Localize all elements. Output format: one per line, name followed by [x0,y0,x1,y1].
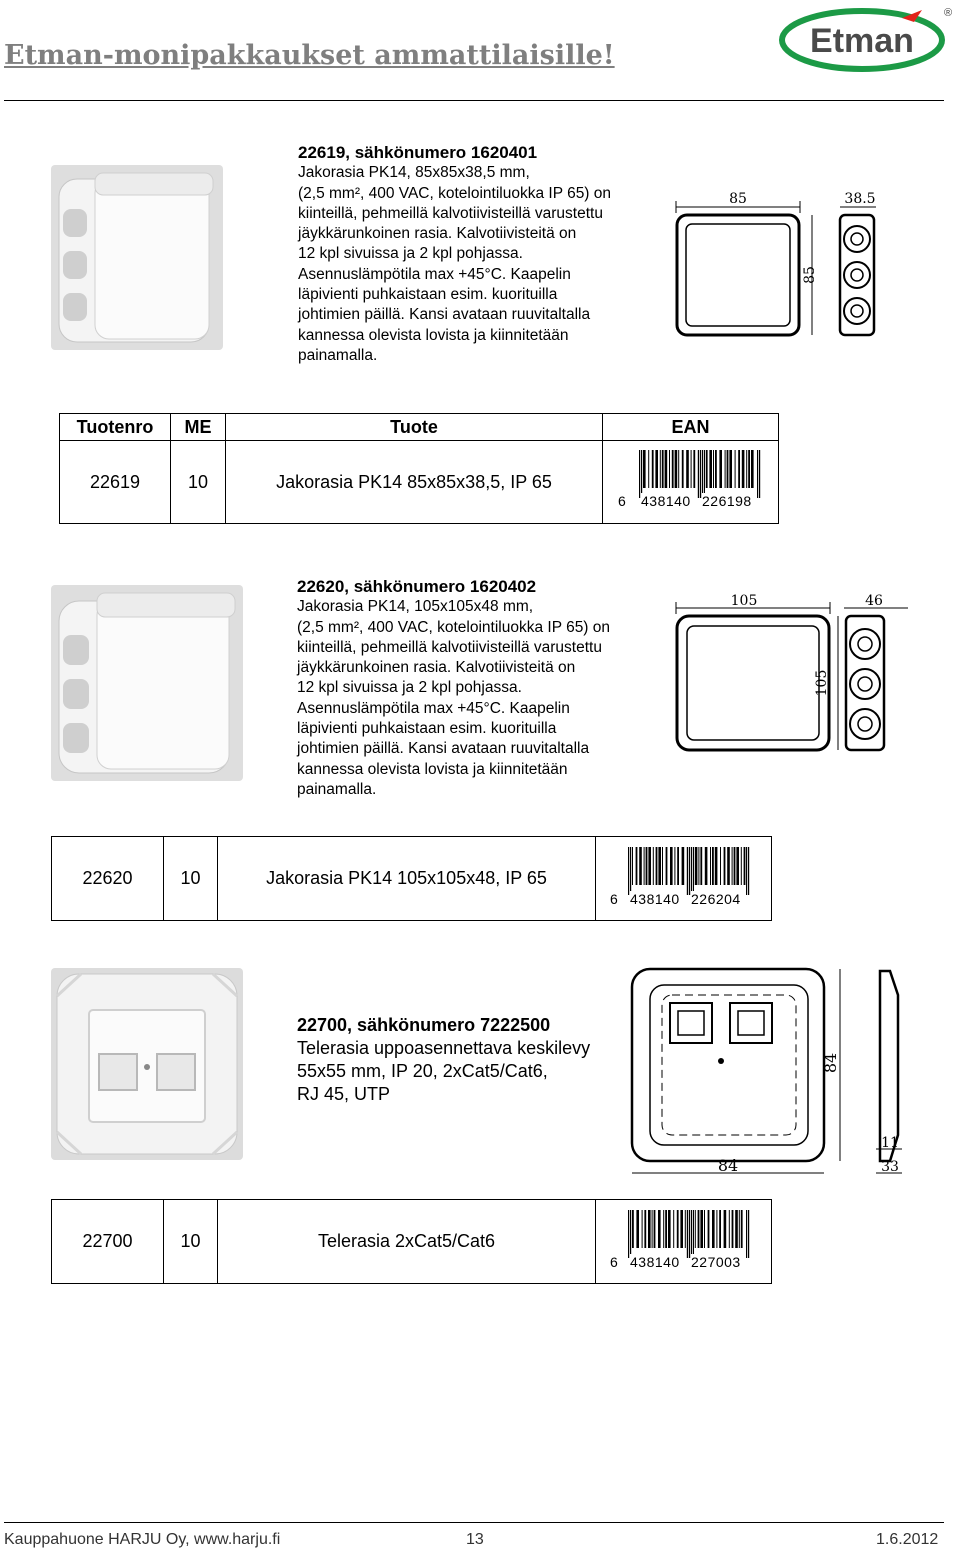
junction-box-105-photo [51,585,243,781]
desc-line: läpivienti puhkaistaan esim. kuorituilla [298,286,558,304]
desc-line: (2,5 mm², 400 VAC, kotelointiluokka IP 65) on [298,184,612,202]
cell-ean [603,441,779,524]
product-heading: 22620, sähkönumero 1620402 [297,577,537,596]
product-table-22700 [51,1199,772,1284]
dim-width: 84 [717,1156,739,1175]
product-table-22619 [59,413,779,524]
desc-line: 12 kpl sivuissa ja 2 kpl pohjassa. [298,245,523,263]
ean-right: 227003 [691,1254,741,1270]
ean-left: 438140 [630,891,680,907]
telecom-outlet-drawing [628,965,908,1187]
desc-line: kannessa olevista lovista ja kiinnitetään [297,760,568,778]
desc-line: jäykkärunkoinen rasia. Kalvotiivisteitä on [298,225,577,243]
ean-right: 226204 [691,891,741,907]
dim-depth-top: 11 [881,1135,899,1151]
cell-tuotenro: 22620 [52,837,164,921]
desc-line: kannessa olevista lovista ja kiinnitetään [298,326,569,344]
dim-width: 85 [729,191,747,207]
desc-line: (2,5 mm², 400 VAC, kotelointiluokka IP 65) on [297,618,611,636]
desc-line: johtimien päillä. Kansi avataan ruuvitaltalla [298,306,591,324]
desc-line: Jakorasia PK14, 105x105x48 mm, [297,598,534,616]
product-heading: 22700, sähkönumero 7222500 [297,1015,551,1035]
desc-line: kiinteillä, pehmeillä kalvotiivisteillä varustettu [298,204,603,222]
desc-line: 55x55 mm, IP 20, 2xCat5/Cat6, [297,1061,548,1081]
logo-text: Etman [810,22,914,60]
barcode [628,1210,750,1258]
header-tuote: Tuote [226,414,603,441]
header-tuotenro: Tuotenro [60,414,171,441]
dim-width: 105 [730,593,758,609]
footer-company: Kauppahuone HARJU Oy, www.harju.fi [4,1531,281,1548]
telecom-outlet-photo [51,968,243,1160]
dim-height: 84 [821,1052,840,1074]
desc-line: läpivienti puhkaistaan esim. kuorituilla [297,720,557,738]
cell-me: 10 [171,441,226,524]
cell-tuote: Jakorasia PK14 105x105x48, IP 65 [218,837,596,921]
junction-box-105-drawing [672,588,912,756]
cell-ean [596,1200,772,1284]
desc-line: Asennuslämpötila max +45°C. Kaapelin [298,265,571,283]
header-ean: EAN [603,414,779,441]
cell-tuote: Telerasia 2xCat5/Cat6 [218,1200,596,1284]
cell-tuotenro: 22700 [52,1200,164,1284]
desc-line: jäykkärunkoinen rasia. Kalvotiivisteitä on [297,659,576,677]
ean-lead: 6 [610,891,619,907]
desc-line: johtimien päillä. Kansi avataan ruuvitaltalla [297,740,590,758]
ean-left: 438140 [630,1254,680,1270]
desc-line: RJ 45, UTP [297,1084,391,1104]
ean-lead: 6 [610,1254,619,1270]
ean-lead: 6 [618,493,627,509]
desc-line: kiinteillä, pehmeillä kalvotiivisteillä varustettu [297,638,602,656]
desc-line: painamalla. [298,346,378,364]
cell-ean [596,837,772,921]
junction-box-85-photo [51,165,223,350]
product-table-22620 [51,836,772,921]
footer-page-number: 13 [466,1531,484,1548]
cell-me: 10 [164,837,218,921]
dim-height: 85 [802,266,818,284]
dim-depth: 46 [865,593,883,609]
product-22619-description [298,143,611,366]
ean-left: 438140 [641,493,691,509]
etman-logo [776,4,956,72]
dim-depth: 38.5 [844,191,876,207]
page-title: Etman-monipakkaukset ammattilaisille! [4,40,615,71]
desc-line: Asennuslämpötila max +45°C. Kaapelin [297,699,570,717]
cell-me: 10 [164,1200,218,1284]
cell-tuotenro: 22619 [60,441,171,524]
cell-tuote: Jakorasia PK14 85x85x38,5, IP 65 [226,441,603,524]
desc-line: painamalla. [297,780,377,798]
ean-right: 226198 [702,493,752,509]
footer-divider [4,1522,944,1523]
product-22700-description [297,1014,590,1106]
product-heading: 22619, sähkönumero 1620401 [298,143,538,162]
junction-box-85-drawing [672,185,882,340]
header-me: ME [171,414,226,441]
product-22620-description [297,577,610,800]
desc-line: Jakorasia PK14, 85x85x38,5 mm, [298,164,530,182]
footer-date: 1.6.2012 [876,1531,939,1548]
dim-depth-bottom: 33 [881,1159,899,1175]
logo-registered-mark: ® [943,7,953,19]
dim-height: 105 [814,669,830,697]
barcode [628,847,750,895]
barcode [639,450,761,498]
desc-line: Telerasia uppoasennettava keskilevy [297,1038,591,1058]
desc-line: 12 kpl sivuissa ja 2 kpl pohjassa. [297,679,522,697]
header-divider [4,100,944,101]
